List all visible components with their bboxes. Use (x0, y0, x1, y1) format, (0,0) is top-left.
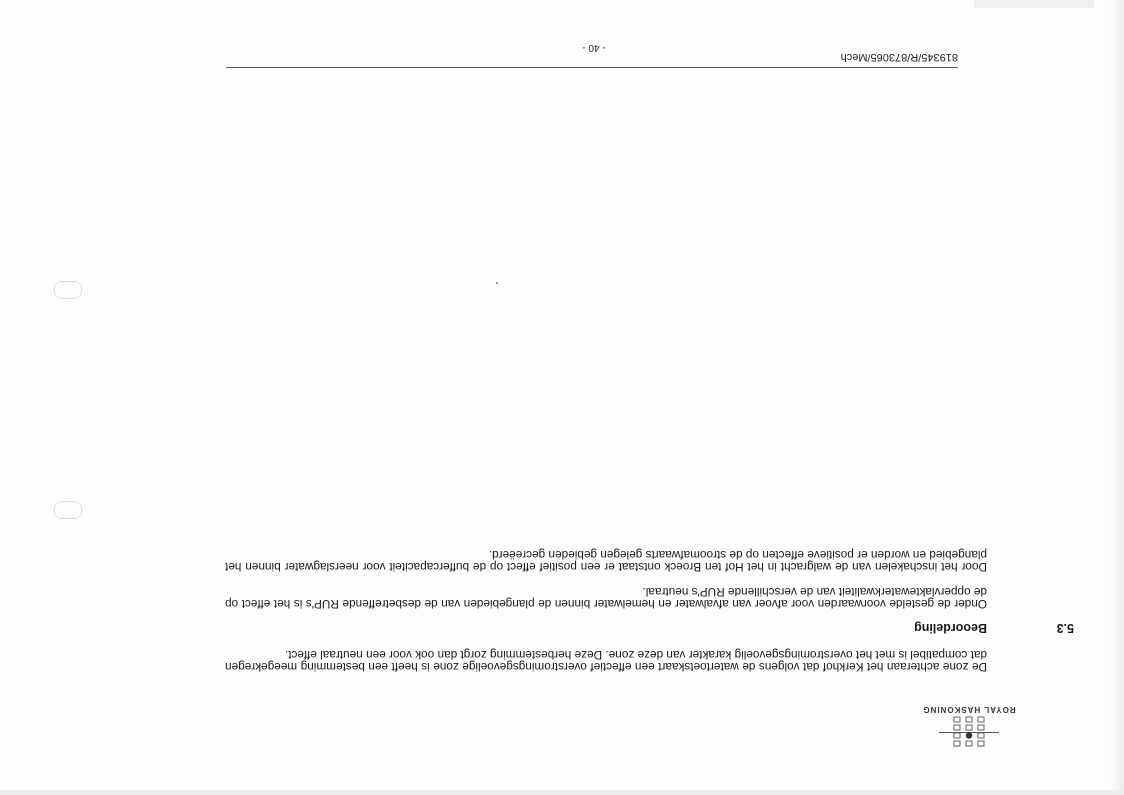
scan-speck (496, 282, 498, 284)
logo-brand-text: ROYAL HASKONING (922, 705, 1016, 714)
paragraph-buffer-capacity: Door het inschakelen van de walgracht in het Hof ten Broeck ontstaat er een positief effect op de buffercapaciteit voor neerslagwater binnen het plangebied en worden er positieve effecten op de stroomafwaarts gelegen gebieden gecreëerd. (225, 547, 987, 575)
report-id: 819345/R/873065/Mech (840, 51, 958, 63)
company-logo (904, 697, 1034, 747)
section-number: 5.3 (1056, 621, 1074, 636)
punch-hole-mark (54, 501, 82, 519)
page-number: - 40 - (582, 42, 606, 53)
body-text (225, 547, 1074, 674)
paragraph-water-quality: Onder de gestelde voorwaarden voor afvoer van afvalwater en hemelwater binnen de plangebieden van de desbetreffende RUP's is het effect op de oppervlaktewaterkwaliteit van de verschillende RUP's neutraal. (225, 584, 987, 612)
punch-hole-mark (54, 281, 82, 299)
royal-haskoning-logo-icon (937, 715, 1001, 747)
footer-rule (226, 67, 958, 68)
intro-paragraph: De zone achteraan het Kerkhof dat volgens de watertoetskaart een effectief overstromingsgevoelige zone is heeft een bestemming meegekregen dat compatibel is met het overstromingsgevoelig karakter van deze zone. Deze herbestemming zorgt dan ook voor een neutraal effect. (225, 647, 987, 674)
section-title: Beoordeling (914, 621, 987, 636)
section-heading (225, 620, 1124, 634)
